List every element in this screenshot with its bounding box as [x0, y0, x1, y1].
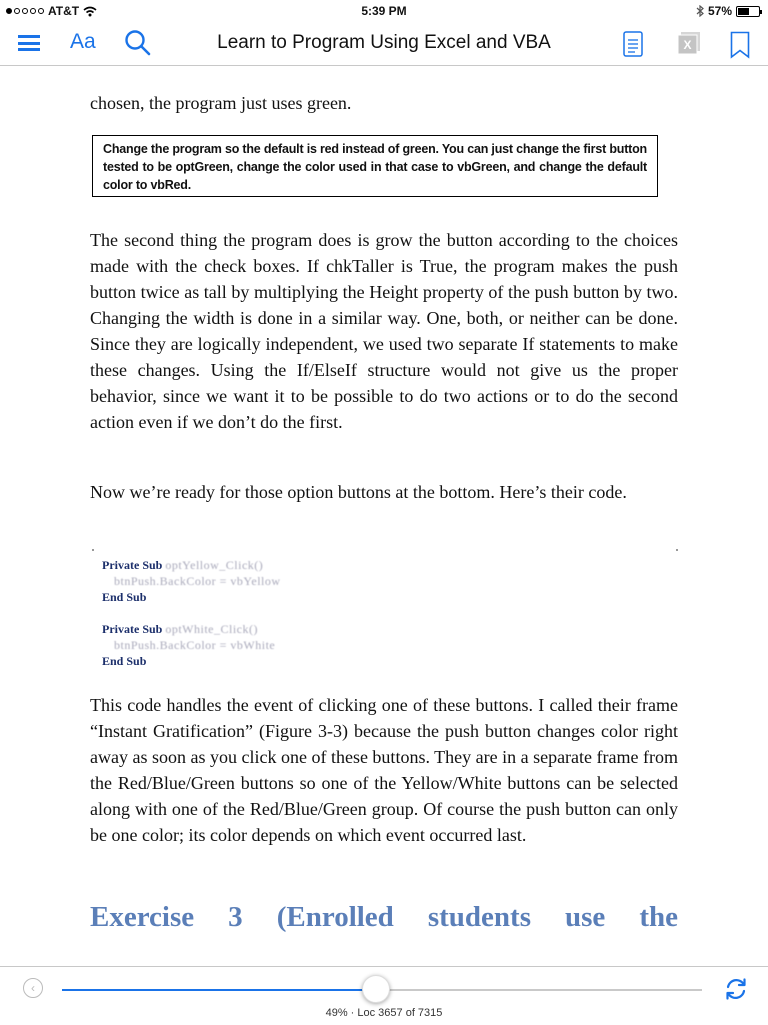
section-heading: Exercise 3 (Enrolled students use the: [90, 901, 678, 933]
code-text: btnPush.BackColor = vbWhite: [114, 638, 276, 652]
code-text: btnPush.BackColor = vbYellow: [114, 574, 281, 588]
search-icon[interactable]: [124, 29, 152, 57]
exercise-callout: Change the program so the default is red instead of green. You can just change the first button tested to be optGreen, change the color used in that case to vbGreen, and change the default color to vbRed.: [92, 135, 658, 197]
carrier-label: AT&T: [48, 4, 80, 18]
code-line: [114, 573, 281, 589]
reader-toolbar: [0, 22, 768, 66]
location-label: 49% · Loc 3657 of 7315: [325, 1007, 443, 1019]
book-title: Learn to Program Using Excel and VBA: [217, 32, 551, 53]
notes-icon[interactable]: [623, 31, 643, 57]
reader-bottom-bar: [0, 966, 768, 1025]
paragraph: The second thing the program does is grow the button according to the choices made with the check boxes. If chkTaller is True, the program makes the push button twice as tall by multiplying the Height property of the push button by two. Changing the width is done in a similar way. One, both, or neither can be done. Since they are logically independent, we used two separate If statements to make these changes. Using the If/ElseIf structure would not give us the proper behavior, since we want it to be possible to do two actions or to do the second action even if we don’t do the first.: [90, 230, 678, 432]
paragraph: This code handles the event of clicking one of these buttons. I called their frame “Instant Gratification” (Figure 3-3) because the push button changes color right away as soon as you click one of these buttons. They are in a separate frame from the Red/Blue/Green buttons so one of the Yellow/White buttons can be selected along with one of the Red/Blue/Green group. Of course the push button can only be one color; its color depends on which event occurred last.: [90, 695, 678, 845]
code-text: optWhite_Click(): [165, 622, 258, 636]
paragraph: chosen, the program just uses green.: [90, 93, 352, 113]
battery-percent: 57%: [707, 4, 732, 18]
code-line: [102, 621, 258, 637]
code-line: [102, 589, 146, 605]
battery-icon: [736, 6, 760, 17]
code-keyword: End Sub: [102, 654, 147, 668]
code-line: [102, 557, 263, 573]
code-listing-image: [92, 546, 678, 671]
progress-slider-thumb[interactable]: [362, 975, 390, 1003]
code-line: [114, 637, 275, 653]
status-right: [696, 4, 760, 18]
clock: 5:39 PM: [361, 4, 407, 18]
code-line: [102, 653, 146, 669]
back-icon[interactable]: ‹: [23, 978, 43, 998]
sync-icon[interactable]: [723, 976, 749, 1002]
bookmark-icon[interactable]: [730, 31, 750, 59]
book-page[interactable]: [90, 66, 678, 964]
list-icon[interactable]: [18, 35, 40, 51]
progress-fill: [62, 989, 376, 991]
code-keyword: Private Sub: [102, 622, 163, 636]
paragraph: Now we’re ready for those option buttons at the bottom. Here’s their code.: [90, 482, 627, 502]
font-settings-button[interactable]: Aa: [70, 30, 96, 53]
status-bar: [0, 0, 768, 22]
code-keyword: End Sub: [102, 590, 147, 604]
code-text: optYellow_Click(): [165, 558, 264, 572]
flashcards-icon[interactable]: [677, 31, 701, 55]
bluetooth-icon: [696, 5, 704, 17]
svg-text:X: X: [683, 38, 692, 52]
code-keyword: Private Sub: [102, 558, 163, 572]
